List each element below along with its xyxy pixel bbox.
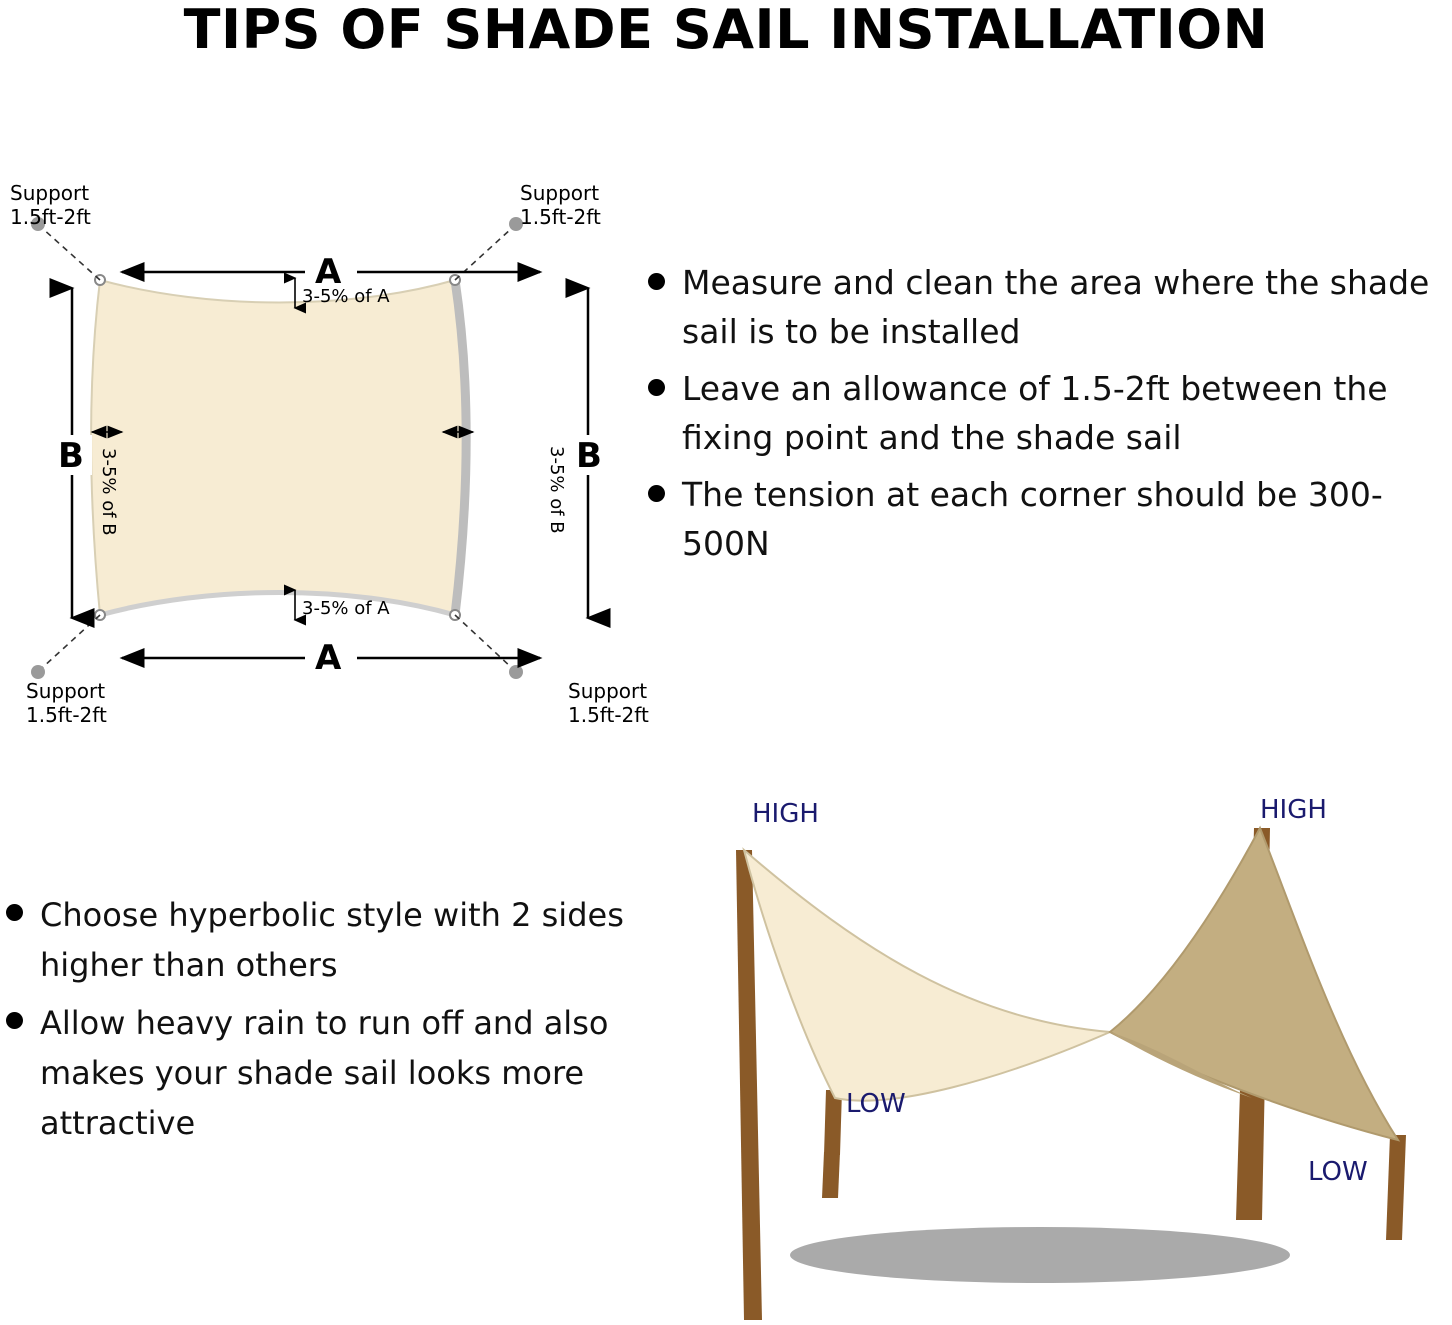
curve-label-right: 3-5% of B	[546, 446, 567, 534]
curve-label-left: 3-5% of B	[98, 448, 119, 536]
dimension-label-left-B: B	[58, 436, 84, 476]
support-label-bottom-right-line2: 1.5ft-2ft	[568, 703, 649, 727]
bullet-dot-icon	[6, 904, 23, 921]
bullet-text: Leave an allowance of 1.5-2ft between the fixing point and the shade sail	[682, 369, 1388, 457]
dimension-label-bottom-A: A	[315, 638, 342, 678]
support-label-bottom-left-line1: Support	[26, 679, 106, 703]
bottom-diagram	[640, 780, 1452, 1325]
label-low-left: LOW	[846, 1089, 906, 1119]
curve-label-bottom: 3-5% of A	[302, 598, 390, 619]
support-label-top-left-line2: 1.5ft-2ft	[10, 205, 91, 229]
bullet-text: Measure and clean the area where the shade sail is to be installed	[682, 263, 1430, 351]
label-low-right: LOW	[1308, 1157, 1368, 1187]
shade-sail-light-panel	[744, 850, 1110, 1101]
page-title: TIPS OF SHADE SAIL INSTALLATION	[183, 0, 1269, 61]
bullet-text: Choose hyperbolic style with 2 sides higher than others	[40, 896, 624, 984]
top-bullet-list	[648, 258, 1448, 576]
list-item	[0, 998, 640, 1148]
post-high-left	[736, 850, 762, 1320]
bullet-text: Allow heavy rain to run off and also makes your shade sail looks more attractive	[40, 1004, 609, 1142]
shade-sail-shape	[91, 280, 466, 615]
post-low-right	[1386, 1135, 1406, 1240]
support-label-bottom-right-line1: Support	[568, 679, 648, 703]
support-label-top-left-line1: Support	[10, 181, 90, 205]
support-label-bottom-left-line2: 1.5ft-2ft	[26, 703, 107, 727]
bullet-dot-icon	[6, 1012, 23, 1029]
list-item	[648, 364, 1448, 462]
bullet-dot-icon	[648, 485, 665, 502]
bullet-dot-icon	[648, 379, 665, 396]
list-item	[648, 470, 1448, 568]
support-label-top-right-line1: Support	[520, 181, 600, 205]
dimension-label-top-A: A	[315, 252, 342, 292]
curve-label-top: 3-5% of A	[302, 286, 390, 307]
support-label-top-right-line2: 1.5ft-2ft	[520, 205, 601, 229]
bottom-bullet-list	[0, 890, 640, 1156]
label-high-left: HIGH	[752, 799, 819, 829]
shade-sail-dark-panel	[1110, 828, 1398, 1140]
list-item	[0, 890, 640, 990]
label-high-right: HIGH	[1260, 795, 1327, 825]
bullet-dot-icon	[648, 273, 665, 290]
top-diagram	[0, 150, 660, 750]
list-item	[648, 258, 1448, 356]
dimension-label-right-B: B	[576, 436, 602, 476]
bullet-text: The tension at each corner should be 300-500N	[682, 475, 1383, 563]
